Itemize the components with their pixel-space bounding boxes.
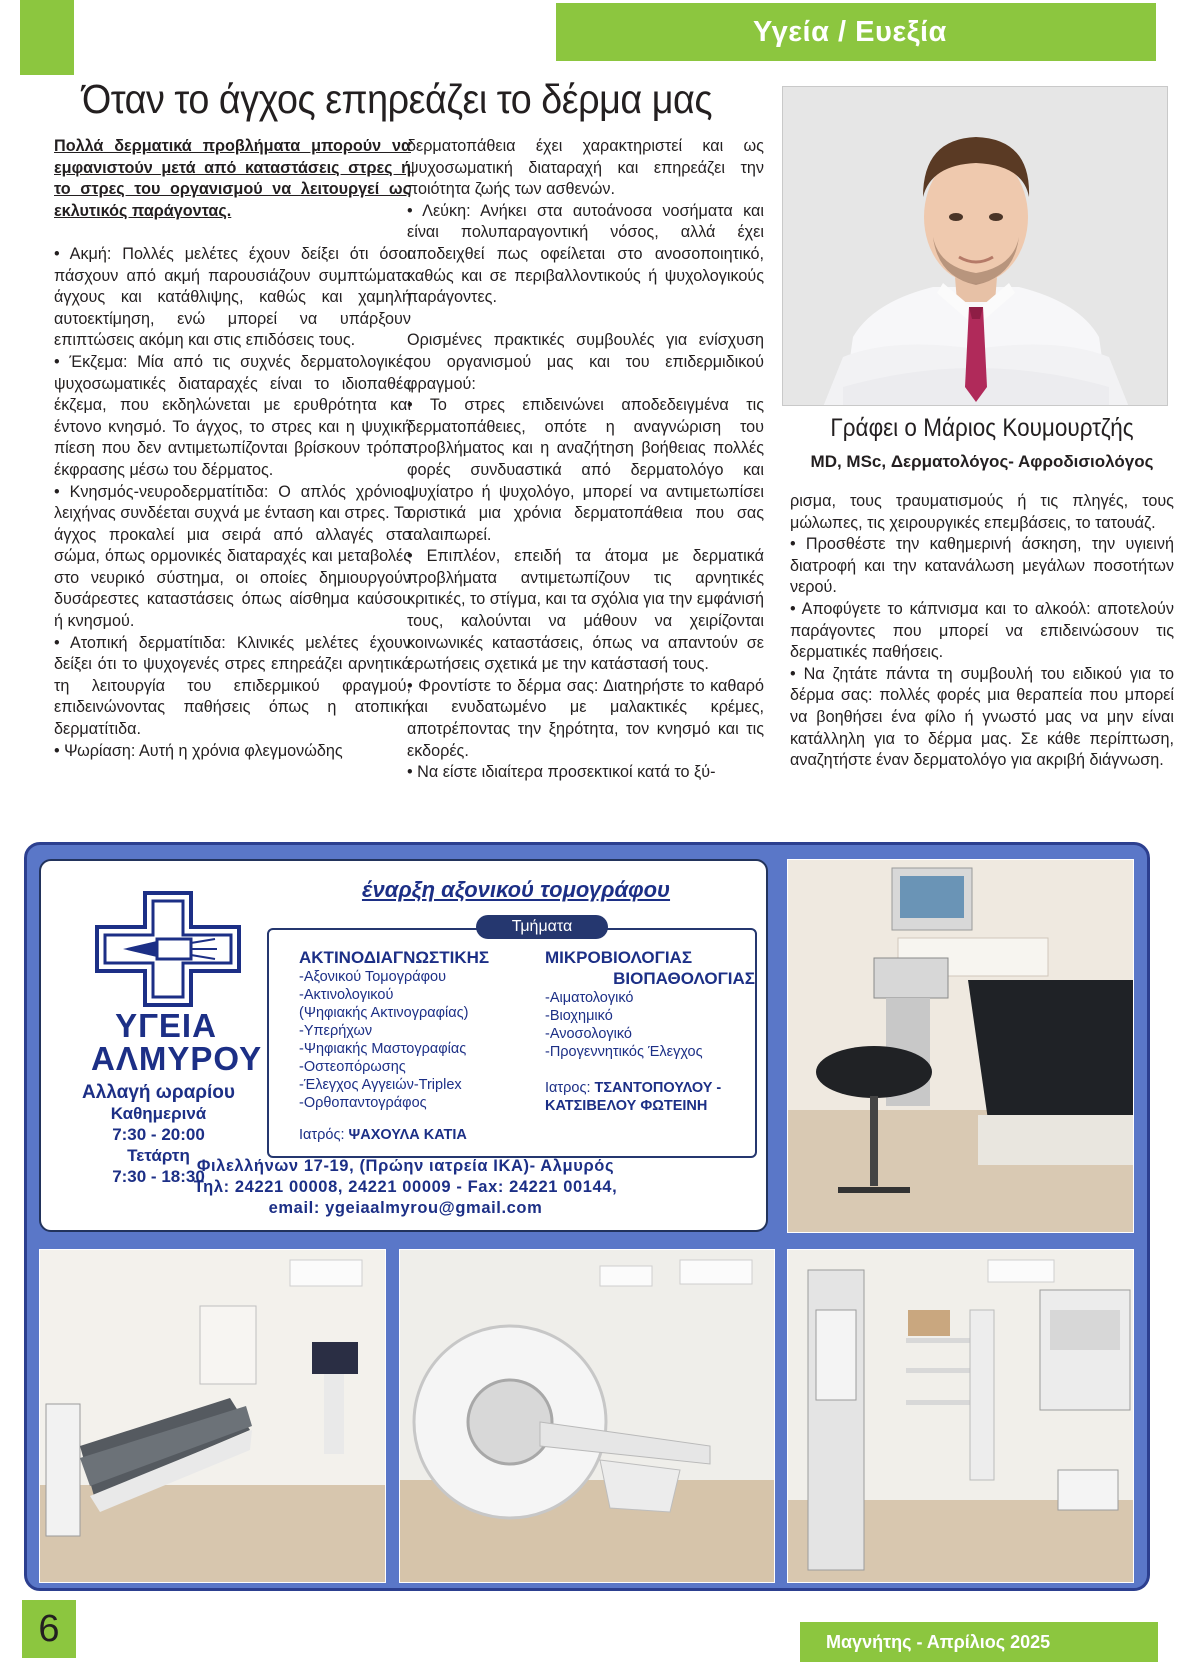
author-portrait-illustration — [783, 87, 1168, 406]
paragraph-psoriasis: • Ψωρίαση: Αυτή η χρόνια φλεγμονώδης — [54, 741, 343, 760]
bone-density-room-photo — [39, 1249, 386, 1583]
article-column-3 — [790, 491, 1174, 772]
author-photo — [782, 86, 1168, 406]
opening-hours: Αλλαγή ωραρίου Καθημερινά 7:30 - 20:00 Τετάρτη 7:30 - 18:30 — [82, 1082, 235, 1186]
paragraph-tip-stress: • Το στρες επιδεινώνει αποδεδειγμένα τις δερματοπάθειες, οπότε η αναγνώριση του προβλήματος και η αναζήτηση βοήθειας πολλές φορές συνδυαστικά από δερματολόγο και ψυχίατρο ή ψυχολόγο, μπορεί να αντιμετωπίσει οριστικά μια χρόνια δερματοπάθεια που σας ταλαιπωρεί. — [407, 396, 764, 544]
clinic-brand-name: ΥΓΕΙΑ ΑΛΜΥΡΟΥ — [91, 1007, 263, 1077]
paragraph-tip-scratching: • Να είστε ιδιαίτερα προσεκτικοί κατά το ξύ- — [407, 763, 716, 782]
paragraph-tip-specialist: • Να ζητάτε πάντα τη συμβουλή του ειδικού για το δέρμα σας: πολλές φορές μια θεραπεία που μπορεί να βοηθήσει ένα φίλο ή γνωστό μας να μην είναι κατάλληλη για το δέρμα μας. Σε κάθε περίπτωση, αναζητήστε έναν δερματολόγο για ακριβή διάγνωση. — [790, 664, 1174, 770]
article-column-2 — [407, 136, 764, 784]
paragraph-psoriasis-cont: δερματοπάθεια έχει χαρακτηριστεί και ως ψυχοσωματική διαταραχή και επηρεάζει την ποιότητα ζωής των ασθενών. — [407, 137, 764, 199]
department-radiology: ΑΚΤΙΝΟΔΙΑΓΝΩΣΤΙΚΗΣ -Αξονικού Τομογράφου -Ακτινολογικού (Ψηφιακής Ακτινογραφίας) -Υπερήχων -Ψηφιακής Μαστογραφίας -Οστεοπόρωσης -Έλεγχος Αγγειών-Triplex -Ορθοπαντογράφος Ιατρός: ΨΑΧΟΥΛΑ ΚΑΤΙΑ — [299, 947, 549, 1144]
author-byline: Γράφει ο Μάριος Κουμουρτζής — [830, 414, 1134, 442]
article-lead: Πολλά δερματικά προβλήματα μπορούν να εμφανιστούν μετά από καταστάσεις στρες ή το στρες του οργανισμού να λειτουργεί ως εκλυτικός παράγοντας. — [54, 137, 411, 220]
paragraph-tip-exercise: • Προσθέστε την καθημερινή άσκηση, την υγιεινή διατροφή και την κατανάλωση μεγάλων ποσοτήτων νερού. — [790, 535, 1174, 597]
ct-scanner-room-photo — [399, 1249, 775, 1583]
clinic-email: email: ygeiaalmyrou@gmail.com — [268, 1199, 543, 1217]
publication-footer: Μαγνήτης - Απρίλιος 2025 — [800, 1622, 1158, 1662]
paragraph-tip-scratching-cont: ρισμα, τους τραυματισμούς ή τις πληγές, τους μώλωπες, τις χειρουργικές επεμβάσεις, το τατουάζ. — [790, 492, 1174, 532]
ultrasound-room-photo — [787, 859, 1134, 1233]
paragraph-tip-social: • Επιπλέον, επειδή τα άτομα με δερματικά προβλήματα αντιμετωπίζουν τις αρνητικές κριτικές, το στίγμα, και τα σχόλια για την εμφάνισή τους, καλούνται να μάθουν να χειρίζονται κοινωνικές καταστάσεις, όπως να απαντούν σε ερωτήσεις σχετικά με την κατάστασή τους. — [407, 547, 764, 674]
clinic-address: Φιλελλήνων 17-19, (Πρώην ιατρεία ΙΚΑ)- Αλμυρός — [196, 1157, 615, 1175]
ad-info-panel — [39, 859, 768, 1232]
paragraph-tips-intro: Ορισμένες πρακτικές συμβουλές για ενίσχυση του οργανισμού μας και του επιδερμιδικού φραγμού: — [407, 331, 764, 393]
departments-label: Τμήματα — [476, 915, 608, 939]
page-number: 6 — [22, 1600, 76, 1658]
clinic-advertisement — [24, 842, 1150, 1591]
mammography-room-photo — [787, 1249, 1134, 1583]
paragraph-neurodermatitis: • Κνησμός-νευροδερματίτιδα: Ο απλός χρόνιος λειχήνας συνδέεται συχνά με ένταση και στρες. Το άγχος προκαλεί μια σειρά από αλλαγές στο σώμα, όπως ορμονικές διαταραχές και μεταβολές στο νευρικό σύστημα, οι οποίες δημιουργούν δυσάρεστες καταστάσεις όπως αίσθημα καύσου ή κνησμού. — [54, 482, 411, 631]
paragraph-tip-skincare: • Φροντίστε το δέρμα σας: Διατηρήστε το καθαρό και ενυδατωμένο με μαλακτικές κρέμες, αποτρέποντας την ξηρότητα, τον κνησμό και τις εκδορές. — [407, 676, 764, 760]
author-credentials: MD, MSc, Δερματολόγος- Αφροδισιολόγος — [810, 452, 1154, 471]
paragraph-vitiligo: • Λεύκη: Ανήκει στα αυτοάνοσα νοσήματα και είναι πολυπαραγοντική νόσος, αλλά έχει αποδειχθεί πως οφείλεται στο ανοσοποιητικό, καθώς και σε περιβαλλοντικούς ή ψυχολογικούς παράγοντες. — [407, 201, 764, 307]
microbiology-doctor: Ιατρος: ΤΣΑΝΤΟΠΟΥΛΟΥ - — [545, 1080, 722, 1096]
radiology-doctor: Ιατρός: ΨΑΧΟΥΛΑ ΚΑΤΙΑ — [299, 1127, 467, 1143]
clinic-contact — [51, 1156, 760, 1219]
article-column-1 — [54, 136, 411, 762]
paragraph-atopic-dermatitis: • Ατοπική δερματίτιδα: Κλινικές μελέτες έχουν δείξει ότι το ψυχογενές στρες επηρεάζει αρνητικά τη λειτουργία του επιδερμικού φραγμού, επιδεινώνοντας παθήσεις όπως η ατοπική δερματίτιδα. — [54, 633, 411, 739]
section-color-tab — [20, 0, 74, 75]
section-banner: Υγεία / Ευεξία — [556, 3, 1156, 61]
paragraph-eczema: • Έκζεμα: Μία από τις συχνές δερματολογικές ψυχοσωματικές διαταραχές είναι το ιδιοπαθές έκζεμα, που εκδηλώνεται με ερυθρότητα και έντονο κνησμό. Το άγχος, το στρες και η ψυχική πίεση που δεν αντιμετωπίζονται βρίσκουν τρόπο έκφρασης μέσω του δέρματος. — [54, 352, 411, 479]
paragraph-acne: • Ακμή: Πολλές μελέτες έχουν δείξει ότι όσοι πάσχουν από ακμή παρουσιάζουν συμπτώματα άγχους και κατάθλιψης, καθώς και χαμηλή αυτοεκτίμηση, ενώ μπορεί να υπάρξουν επιπτώσεις ακόμη και στις επιδόσεις τους. — [54, 244, 411, 350]
paragraph-tip-smoking: • Αποφύγετε το κάπνισμα και το αλκοόλ: αποτελούν παράγοντες που μπορεί να επιδεινώσουν τις δερματικές παθήσεις. — [790, 599, 1174, 662]
article-headline: Όταν το άγχος επηρεάζει το δέρμα μας — [82, 76, 713, 122]
department-microbiology: ΜΙΚΡΟΒΙΟΛΟΓΙΑΣ ΒΙΟΠΑΘΟΛΟΓΙΑΣ -Αιματολογικό -Βιοχημικό -Ανοσολογικό -Προγεννητικός Έλεγχος Ιατρος: ΤΣΑΝΤΟΠΟΥΛΟΥ - ΚΑΤΣΙΒΕΛΟΥ ΦΩΤΕΙΝΗ — [545, 948, 755, 1114]
clinic-cross-logo — [93, 889, 243, 1009]
ad-heading: έναρξη αξονικού τομογράφου — [361, 877, 671, 902]
clinic-phones: Τηλ: 24221 00008, 24221 00009 - Fax: 24221 00144, — [193, 1178, 618, 1196]
